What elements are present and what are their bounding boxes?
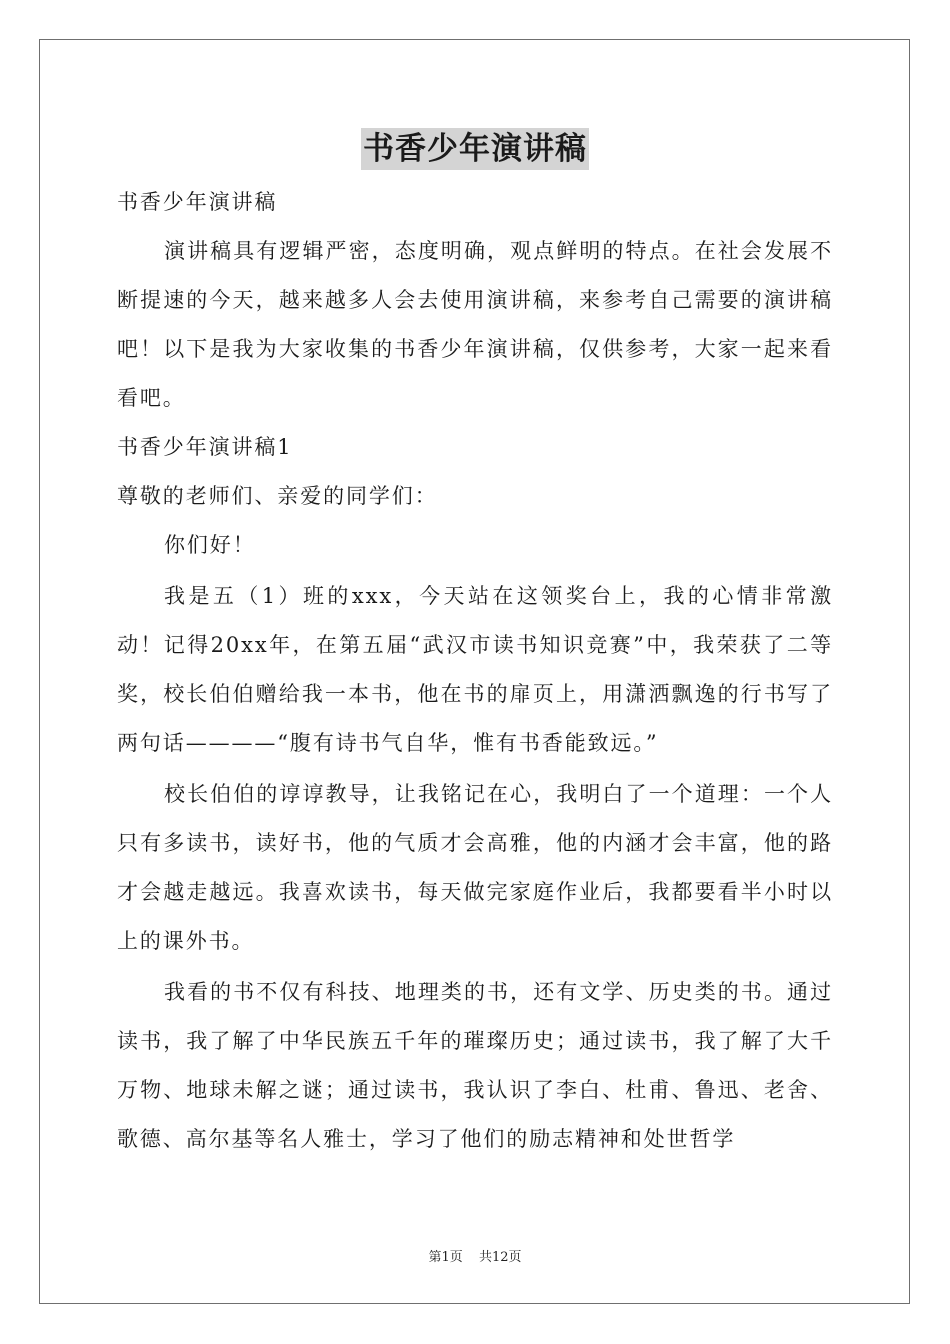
paragraph-intro: 演讲稿具有逻辑严密，态度明确，观点鲜明的特点。在社会发展不断提速的今天，越来越多人会去使用演讲稿，来参考自己需要的演讲稿吧！以下是我为大家收集的书香少年演讲稿，仅供参考，大家一起来看看吧。: [117, 239, 833, 410]
page-footer: [0, 1246, 950, 1265]
document-title: [0, 128, 950, 170]
paragraph-body-3: 我看的书不仅有科技、地理类的书，还有文学、历史类的书。通过读书，我了解了中华民族五千年的璀璨历史；通过读书，我了解了大千万物、地球未解之谜；通过读书，我认识了李白、杜甫、鲁迅、老舍、歌德、高尔基等名人雅士，学习了他们的励志精神和处世哲学: [117, 980, 833, 1151]
document-title-text: 书香少年演讲稿: [361, 128, 589, 170]
paragraph-salutation: 尊敬的老师们、亲爱的同学们：: [117, 484, 438, 508]
document-body: [117, 178, 833, 1164]
paragraph-body-1: 我是五（1）班的xxx，今天站在这领奖台上，我的心情非常激动！记得20xx年，在第五届“武汉市读书知识竞赛”中，我荣获了二等奖，校长伯伯赠给我一本书，他在书的扉页上，用潇洒飘逸的行书写了两句话————“腹有诗书气自华，惟有书香能致远。”: [117, 584, 833, 755]
current-page-number: 第1页: [428, 1250, 463, 1265]
paragraph-subtitle: 书香少年演讲稿: [117, 190, 278, 214]
paragraph-body-2: 校长伯伯的谆谆教导，让我铭记在心，我明白了一个道理：一个人只有多读书，读好书，他的气质才会高雅，他的内涵才会丰富，他的路才会越走越远。我喜欢读书，每天做完家庭作业后，我都要看半小时以上的课外书。: [117, 782, 833, 953]
paragraph-heading-1: 书香少年演讲稿1: [117, 435, 293, 459]
total-page-count: 共12页: [478, 1250, 522, 1265]
paragraph-greeting: 你们好！: [164, 533, 256, 557]
